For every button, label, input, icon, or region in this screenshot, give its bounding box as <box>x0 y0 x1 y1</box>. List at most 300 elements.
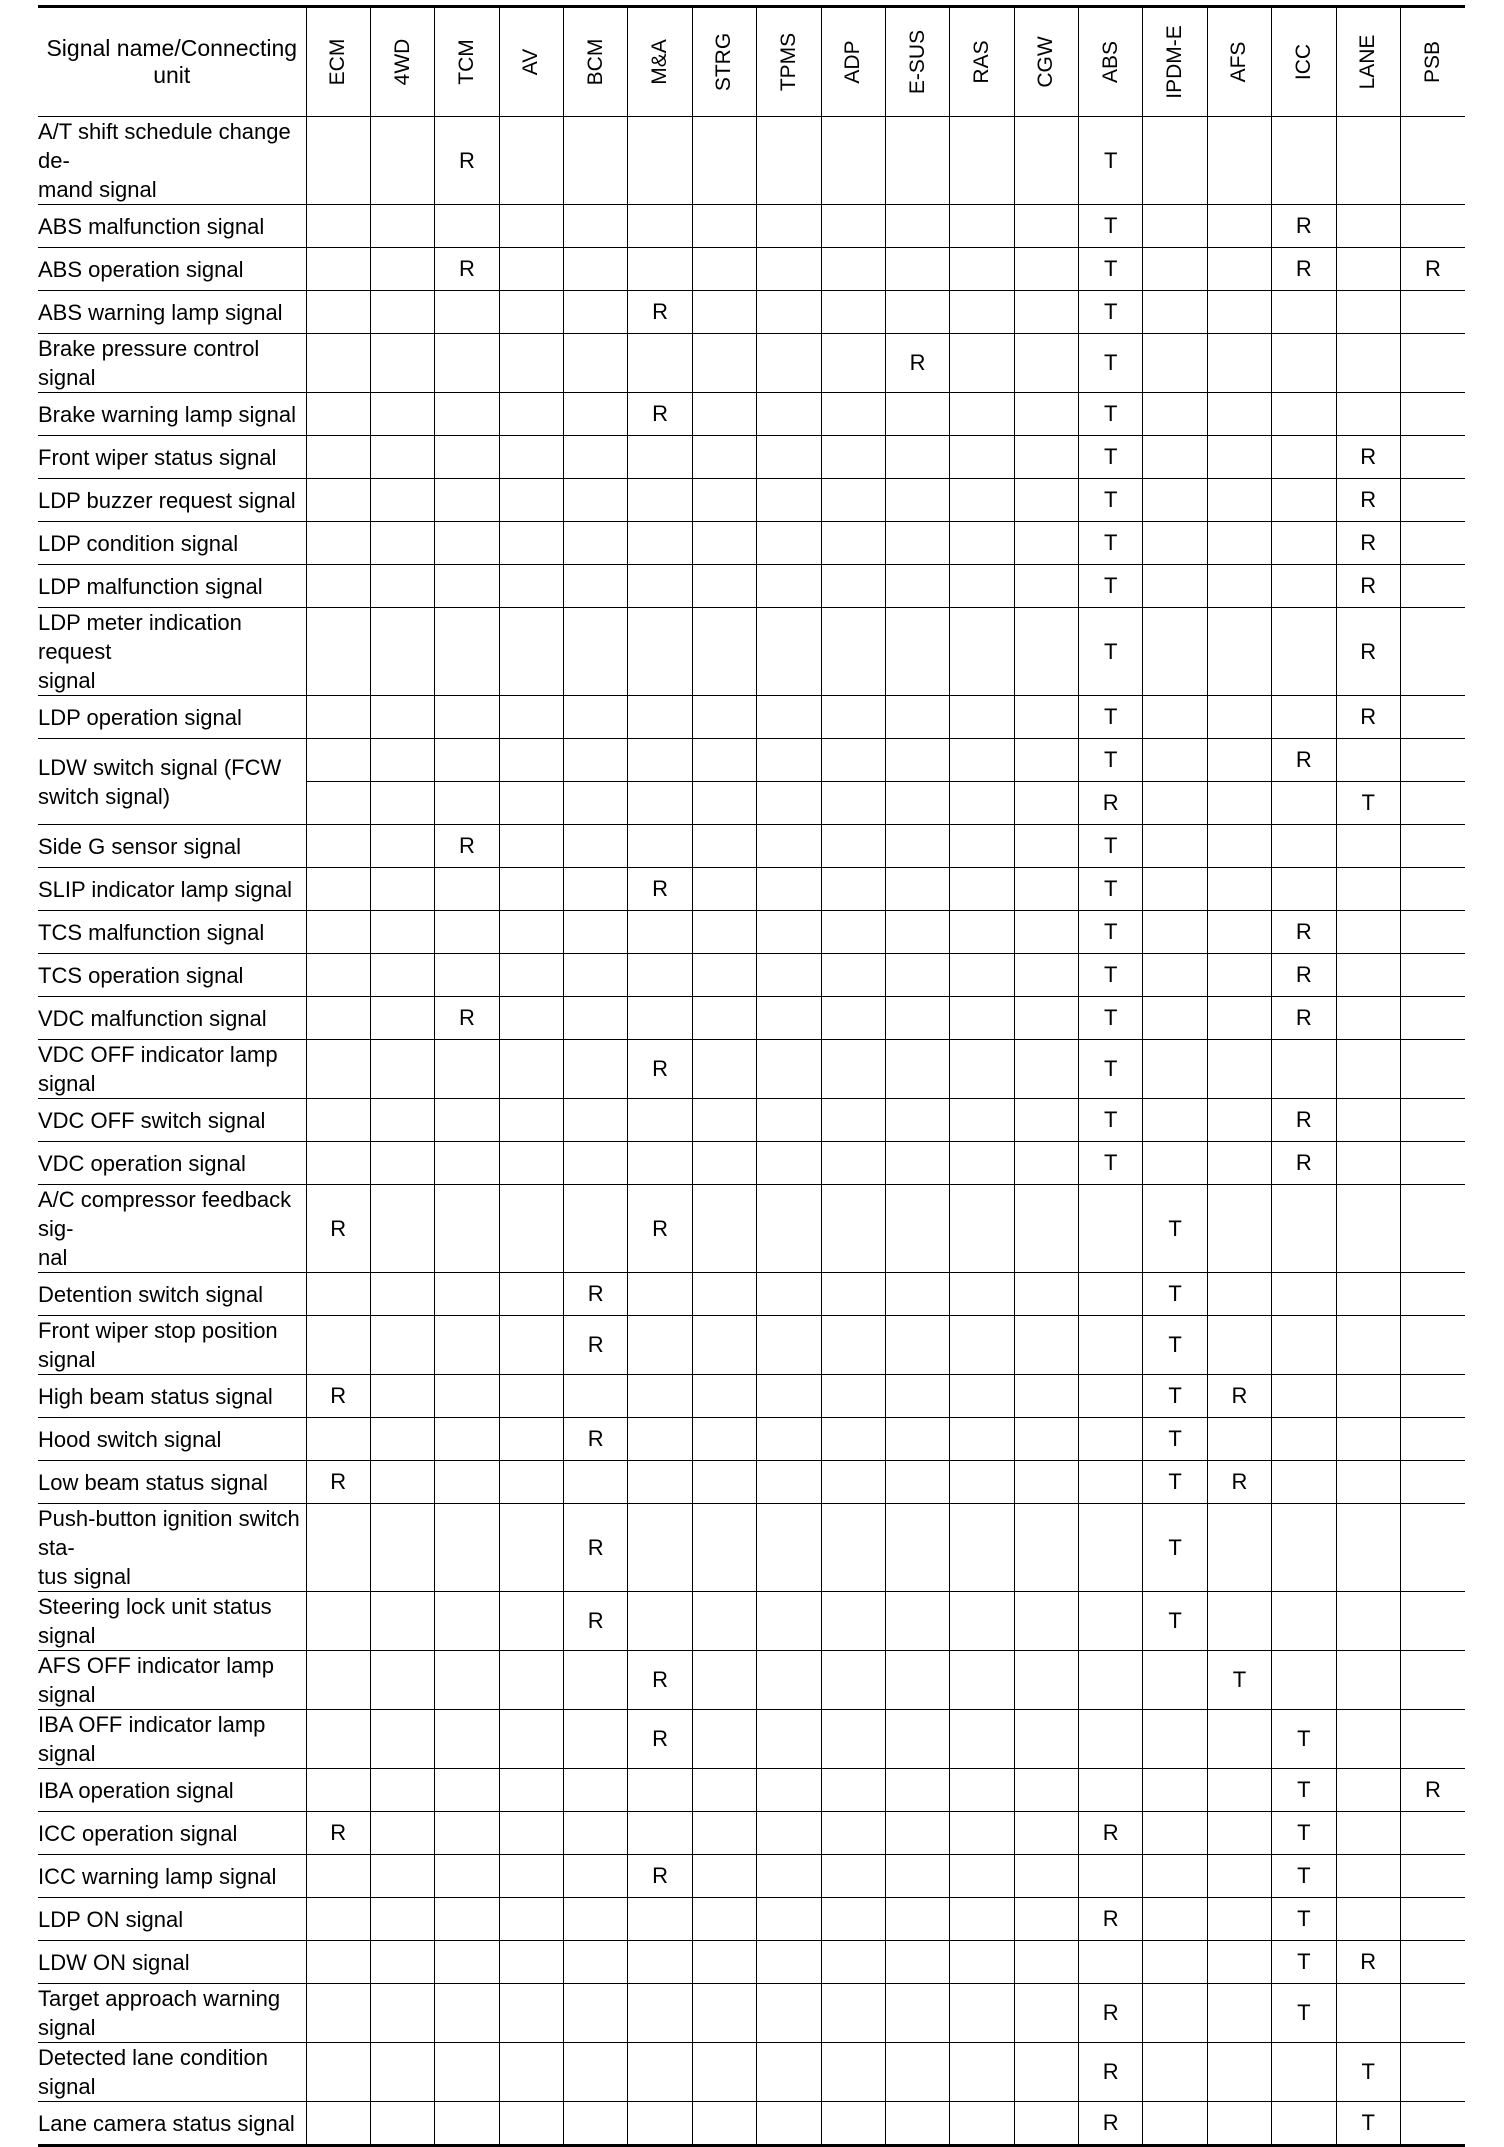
mark-cell: T <box>1079 911 1143 954</box>
signal-name-cell: A/T shift schedule change de- mand signal <box>38 117 306 205</box>
mark-cell <box>564 2102 628 2146</box>
mark-cell <box>950 825 1014 868</box>
mark-cell <box>885 393 949 436</box>
unit-header-label: BCM <box>583 38 607 86</box>
mark-cell <box>1014 522 1078 565</box>
mark-cell <box>821 1941 885 1984</box>
mark-cell <box>821 782 885 825</box>
mark-cell: T <box>1079 479 1143 522</box>
mark-cell <box>1143 1769 1207 1812</box>
mark-cell <box>950 1941 1014 1984</box>
mark-cell <box>1014 1185 1078 1273</box>
mark-cell: R <box>1272 248 1336 291</box>
mark-cell <box>499 436 563 479</box>
mark-cell <box>1143 608 1207 696</box>
mark-cell <box>564 782 628 825</box>
mark-cell <box>499 1504 563 1592</box>
mark-cell <box>1207 522 1271 565</box>
mark-cell <box>564 954 628 997</box>
mark-cell <box>885 205 949 248</box>
mark-cell <box>885 1710 949 1769</box>
mark-cell <box>370 1099 434 1142</box>
mark-cell <box>1143 1142 1207 1185</box>
mark-cell <box>564 1040 628 1099</box>
mark-cell <box>757 522 821 565</box>
mark-cell <box>1143 1941 1207 1984</box>
mark-cell <box>370 117 434 205</box>
unit-header-adp <box>821 7 885 117</box>
mark-cell <box>1014 1855 1078 1898</box>
mark-cell <box>1400 1316 1465 1375</box>
mark-cell <box>1336 1273 1400 1316</box>
mark-cell <box>692 1461 756 1504</box>
table-row <box>38 2102 1465 2146</box>
mark-cell <box>1143 739 1207 782</box>
mark-cell <box>692 2043 756 2102</box>
mark-cell <box>306 2043 370 2102</box>
mark-cell: T <box>1079 739 1143 782</box>
mark-cell <box>1207 1142 1271 1185</box>
mark-cell <box>1079 1461 1143 1504</box>
mark-cell <box>692 1941 756 1984</box>
mark-cell <box>885 1504 949 1592</box>
mark-cell <box>370 696 434 739</box>
signal-name-cell: LDP ON signal <box>38 1898 306 1941</box>
mark-cell <box>692 782 756 825</box>
mark-cell <box>692 1142 756 1185</box>
mark-cell <box>628 1592 692 1651</box>
mark-cell <box>757 954 821 997</box>
mark-cell: R <box>1336 436 1400 479</box>
mark-cell <box>1014 1040 1078 1099</box>
mark-cell: T <box>1336 2043 1400 2102</box>
mark-cell <box>1207 1504 1271 1592</box>
mark-cell <box>499 1461 563 1504</box>
mark-cell <box>370 608 434 696</box>
mark-cell <box>435 1812 499 1855</box>
mark-cell <box>306 436 370 479</box>
mark-cell <box>950 1273 1014 1316</box>
mark-cell <box>628 436 692 479</box>
unit-header-label: LANE <box>1356 34 1380 90</box>
mark-cell <box>1143 1984 1207 2043</box>
table-row <box>38 1273 1465 1316</box>
mark-cell <box>950 911 1014 954</box>
mark-cell <box>564 393 628 436</box>
mark-cell <box>950 1185 1014 1273</box>
mark-cell <box>306 1855 370 1898</box>
mark-cell <box>950 1984 1014 2043</box>
mark-cell <box>950 1375 1014 1418</box>
mark-cell <box>821 608 885 696</box>
mark-cell <box>1207 1099 1271 1142</box>
table-row <box>38 436 1465 479</box>
unit-header-lane <box>1336 7 1400 117</box>
mark-cell <box>306 1504 370 1592</box>
mark-cell <box>1207 1273 1271 1316</box>
signal-table-page <box>38 5 1465 2147</box>
mark-cell <box>885 1898 949 1941</box>
mark-cell <box>692 1040 756 1099</box>
mark-cell <box>1400 739 1465 782</box>
table-row <box>38 868 1465 911</box>
mark-cell <box>950 479 1014 522</box>
mark-cell <box>821 1651 885 1710</box>
mark-cell <box>1207 436 1271 479</box>
mark-cell <box>370 1592 434 1651</box>
unit-header-label: E-SUS <box>905 29 929 95</box>
mark-cell <box>950 248 1014 291</box>
mark-cell <box>435 1898 499 1941</box>
mark-cell <box>757 1941 821 1984</box>
mark-cell <box>306 1040 370 1099</box>
mark-cell <box>306 1769 370 1812</box>
mark-cell <box>757 1710 821 1769</box>
unit-header-afs <box>1207 7 1271 117</box>
mark-cell <box>1079 1592 1143 1651</box>
mark-cell <box>1143 1855 1207 1898</box>
mark-cell <box>435 608 499 696</box>
mark-cell: T <box>1272 1769 1336 1812</box>
mark-cell <box>821 1898 885 1941</box>
mark-cell <box>628 117 692 205</box>
mark-cell <box>1272 782 1336 825</box>
mark-cell <box>885 1273 949 1316</box>
mark-cell <box>628 334 692 393</box>
mark-cell <box>1014 1812 1078 1855</box>
signal-name-cell: IBA operation signal <box>38 1769 306 1812</box>
mark-cell <box>370 479 434 522</box>
unit-header-label: TPMS <box>776 32 800 92</box>
mark-cell <box>885 522 949 565</box>
mark-cell <box>885 565 949 608</box>
mark-cell: T <box>1207 1651 1271 1710</box>
mark-cell <box>435 1592 499 1651</box>
mark-cell <box>1400 334 1465 393</box>
mark-cell <box>692 2102 756 2146</box>
mark-cell <box>370 1855 434 1898</box>
mark-cell <box>950 1710 1014 1769</box>
mark-cell <box>306 1710 370 1769</box>
mark-cell <box>370 739 434 782</box>
mark-cell: T <box>1079 393 1143 436</box>
mark-cell: R <box>1079 1812 1143 1855</box>
mark-cell: R <box>306 1185 370 1273</box>
mark-cell: R <box>1336 522 1400 565</box>
mark-cell <box>1207 1769 1271 1812</box>
table-row <box>38 1769 1465 1812</box>
signal-name-cell: Low beam status signal <box>38 1461 306 1504</box>
mark-cell <box>885 608 949 696</box>
mark-cell <box>499 825 563 868</box>
mark-cell <box>757 1040 821 1099</box>
mark-cell: R <box>1207 1375 1271 1418</box>
mark-cell <box>692 1769 756 1812</box>
table-row <box>38 1418 1465 1461</box>
mark-cell <box>692 1418 756 1461</box>
mark-cell <box>757 608 821 696</box>
table-row <box>38 1461 1465 1504</box>
mark-cell <box>1400 1504 1465 1592</box>
mark-cell <box>1143 825 1207 868</box>
mark-cell <box>1207 205 1271 248</box>
mark-cell <box>306 1099 370 1142</box>
mark-cell <box>435 868 499 911</box>
mark-cell <box>628 825 692 868</box>
mark-cell <box>1207 1592 1271 1651</box>
mark-cell <box>306 1273 370 1316</box>
signal-name-cell: VDC OFF indicator lamp signal <box>38 1040 306 1099</box>
table-row <box>38 1504 1465 1592</box>
mark-cell <box>564 739 628 782</box>
mark-cell <box>435 1769 499 1812</box>
mark-cell <box>757 1592 821 1651</box>
mark-cell <box>628 2043 692 2102</box>
mark-cell: R <box>564 1592 628 1651</box>
signal-name-cell: Hood switch signal <box>38 1418 306 1461</box>
mark-cell <box>370 334 434 393</box>
mark-cell <box>499 696 563 739</box>
signal-name-cell: ICC warning lamp signal <box>38 1855 306 1898</box>
mark-cell <box>1207 1316 1271 1375</box>
mark-cell <box>1014 739 1078 782</box>
mark-cell <box>564 1812 628 1855</box>
mark-cell <box>564 1855 628 1898</box>
mark-cell <box>1400 782 1465 825</box>
mark-cell <box>564 608 628 696</box>
mark-cell <box>435 1418 499 1461</box>
mark-cell <box>821 479 885 522</box>
mark-cell <box>1207 1898 1271 1941</box>
mark-cell <box>692 1984 756 2043</box>
mark-cell: R <box>1336 565 1400 608</box>
mark-cell <box>1014 1375 1078 1418</box>
mark-cell <box>435 393 499 436</box>
table-row <box>38 1941 1465 1984</box>
mark-cell <box>499 1142 563 1185</box>
mark-cell <box>1014 782 1078 825</box>
mark-cell <box>757 334 821 393</box>
mark-cell <box>885 117 949 205</box>
mark-cell: R <box>306 1375 370 1418</box>
signal-name-cell: A/C compressor feedback sig- nal <box>38 1185 306 1273</box>
mark-cell <box>692 436 756 479</box>
mark-cell <box>1400 479 1465 522</box>
mark-cell <box>370 1142 434 1185</box>
mark-cell: R <box>885 334 949 393</box>
mark-cell <box>370 2102 434 2146</box>
mark-cell <box>1336 1099 1400 1142</box>
mark-cell <box>435 1185 499 1273</box>
mark-cell <box>306 1316 370 1375</box>
mark-cell <box>370 825 434 868</box>
mark-cell <box>950 1769 1014 1812</box>
mark-cell <box>1079 1504 1143 1592</box>
mark-cell <box>1400 608 1465 696</box>
mark-cell <box>950 868 1014 911</box>
mark-cell <box>370 436 434 479</box>
mark-cell <box>757 2043 821 2102</box>
mark-cell <box>692 1651 756 1710</box>
mark-cell <box>499 117 563 205</box>
table-row <box>38 825 1465 868</box>
mark-cell <box>1014 334 1078 393</box>
mark-cell <box>1207 2102 1271 2146</box>
mark-cell <box>1207 1418 1271 1461</box>
unit-header-ecm <box>306 7 370 117</box>
mark-cell <box>1143 1898 1207 1941</box>
mark-cell <box>499 565 563 608</box>
signal-name-cell: Side G sensor signal <box>38 825 306 868</box>
mark-cell <box>692 739 756 782</box>
mark-cell <box>628 1769 692 1812</box>
mark-cell <box>564 1941 628 1984</box>
unit-header-label: IPDM-E <box>1163 25 1187 99</box>
mark-cell <box>1143 868 1207 911</box>
mark-cell <box>692 1375 756 1418</box>
table-header-row <box>38 7 1465 117</box>
mark-cell <box>1336 868 1400 911</box>
mark-cell <box>1143 782 1207 825</box>
mark-cell <box>628 1812 692 1855</box>
mark-cell <box>370 1316 434 1375</box>
mark-cell <box>1336 954 1400 997</box>
mark-cell <box>821 696 885 739</box>
mark-cell <box>757 1898 821 1941</box>
mark-cell <box>435 782 499 825</box>
mark-cell <box>564 1375 628 1418</box>
mark-cell <box>821 1316 885 1375</box>
mark-cell <box>692 479 756 522</box>
mark-cell <box>1079 1941 1143 1984</box>
mark-cell <box>1400 911 1465 954</box>
mark-cell <box>1079 1185 1143 1273</box>
mark-cell <box>435 1375 499 1418</box>
mark-cell <box>1014 1651 1078 1710</box>
mark-cell <box>435 1651 499 1710</box>
mark-cell <box>1143 334 1207 393</box>
mark-cell <box>499 608 563 696</box>
table-body <box>38 117 1465 2146</box>
mark-cell <box>1272 608 1336 696</box>
mark-cell <box>370 1898 434 1941</box>
mark-cell: T <box>1272 1710 1336 1769</box>
mark-cell <box>306 1984 370 2043</box>
mark-cell <box>628 2102 692 2146</box>
mark-cell: T <box>1079 205 1143 248</box>
mark-cell: T <box>1079 1099 1143 1142</box>
mark-cell <box>1143 565 1207 608</box>
mark-cell <box>1336 1375 1400 1418</box>
mark-cell <box>950 782 1014 825</box>
mark-cell <box>306 117 370 205</box>
mark-cell <box>306 1941 370 1984</box>
mark-cell <box>499 997 563 1040</box>
mark-cell <box>370 1273 434 1316</box>
mark-cell: T <box>1079 1040 1143 1099</box>
mark-cell <box>885 696 949 739</box>
mark-cell <box>821 1375 885 1418</box>
mark-cell <box>1143 522 1207 565</box>
signal-name-cell: LDP operation signal <box>38 696 306 739</box>
mark-cell <box>821 2102 885 2146</box>
mark-cell <box>499 2043 563 2102</box>
mark-cell <box>628 248 692 291</box>
mark-cell <box>692 522 756 565</box>
mark-cell: T <box>1336 782 1400 825</box>
mark-cell <box>950 334 1014 393</box>
mark-cell: R <box>1079 782 1143 825</box>
mark-cell <box>1079 1651 1143 1710</box>
mark-cell <box>821 1812 885 1855</box>
mark-cell <box>1143 1651 1207 1710</box>
signal-name-cell: Front wiper stop position signal <box>38 1316 306 1375</box>
mark-cell <box>757 1461 821 1504</box>
mark-cell <box>1272 2043 1336 2102</box>
signal-name-cell: ABS operation signal <box>38 248 306 291</box>
mark-cell <box>306 205 370 248</box>
mark-cell: T <box>1143 1418 1207 1461</box>
mark-cell <box>1143 436 1207 479</box>
mark-cell <box>1336 1812 1400 1855</box>
mark-cell <box>435 334 499 393</box>
mark-cell <box>370 522 434 565</box>
mark-cell <box>1400 1855 1465 1898</box>
mark-cell <box>1207 1185 1271 1273</box>
mark-cell <box>370 1040 434 1099</box>
signal-name-cell: Detected lane condition signal <box>38 2043 306 2102</box>
mark-cell <box>370 1418 434 1461</box>
mark-cell <box>885 739 949 782</box>
mark-cell: R <box>1272 997 1336 1040</box>
mark-cell <box>757 1099 821 1142</box>
mark-cell: T <box>1079 565 1143 608</box>
mark-cell: T <box>1079 997 1143 1040</box>
mark-cell <box>692 1812 756 1855</box>
mark-cell <box>1336 393 1400 436</box>
mark-cell <box>757 1812 821 1855</box>
mark-cell <box>692 1504 756 1592</box>
mark-cell <box>370 205 434 248</box>
mark-cell <box>1336 205 1400 248</box>
signal-name-cell: TCS operation signal <box>38 954 306 997</box>
mark-cell <box>1079 1855 1143 1898</box>
mark-cell: T <box>1143 1461 1207 1504</box>
mark-cell <box>1014 868 1078 911</box>
mark-cell <box>757 1769 821 1812</box>
mark-cell <box>1207 825 1271 868</box>
unit-header-ipdm-e <box>1143 7 1207 117</box>
unit-header-label: CGW <box>1034 36 1058 88</box>
mark-cell <box>1207 1855 1271 1898</box>
mark-cell <box>885 1592 949 1651</box>
mark-cell <box>692 911 756 954</box>
mark-cell <box>757 1316 821 1375</box>
mark-cell <box>821 911 885 954</box>
mark-cell <box>1143 117 1207 205</box>
mark-cell <box>1207 1040 1271 1099</box>
mark-cell <box>1400 997 1465 1040</box>
mark-cell <box>1014 1898 1078 1941</box>
mark-cell <box>692 997 756 1040</box>
mark-cell: R <box>564 1316 628 1375</box>
mark-cell: T <box>1079 291 1143 334</box>
mark-cell <box>499 868 563 911</box>
mark-cell: R <box>435 248 499 291</box>
mark-cell <box>306 1418 370 1461</box>
mark-cell <box>499 1592 563 1651</box>
mark-cell <box>692 1592 756 1651</box>
